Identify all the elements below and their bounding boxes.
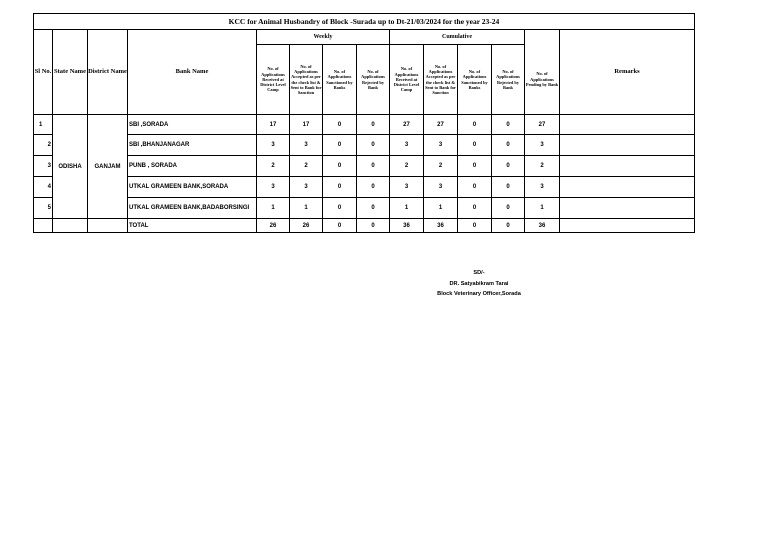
row-weekly-accepted: 3 <box>290 135 323 156</box>
row-cumulative-pending: 2 <box>525 156 560 177</box>
header-cumulative-received: No. of Applications Received at District Level Camp <box>390 45 424 115</box>
header-blank <box>525 30 560 45</box>
total-label: TOTAL <box>128 219 257 233</box>
header-remarks: Remarks <box>560 30 695 115</box>
total-row <box>34 219 695 233</box>
row-cumulative-rejected: 0 <box>492 177 525 198</box>
row-cumulative-received: 3 <box>390 177 424 198</box>
row-cumulative-rejected: 0 <box>492 115 525 135</box>
total-weekly-received: 26 <box>257 219 290 233</box>
total-state <box>53 219 88 233</box>
row-weekly-rejected: 0 <box>357 198 390 219</box>
row-cumulative-sanctioned: 0 <box>458 156 492 177</box>
row-cumulative-rejected: 0 <box>492 156 525 177</box>
table-row <box>34 156 695 177</box>
total-sl-no <box>34 219 53 233</box>
row-weekly-accepted: 1 <box>290 198 323 219</box>
total-district <box>88 219 128 233</box>
row-cumulative-sanctioned: 0 <box>458 135 492 156</box>
row-weekly-received: 1 <box>257 198 290 219</box>
row-weekly-received: 3 <box>257 135 290 156</box>
header-cumulative-pending: No. of Applications Pending by Bank <box>525 45 560 115</box>
row-cumulative-sanctioned: 0 <box>458 115 492 135</box>
row-bank-name: SBI ,SORADA <box>128 115 257 135</box>
row-cumulative-accepted: 2 <box>424 156 458 177</box>
row-cumulative-sanctioned: 0 <box>458 177 492 198</box>
row-cumulative-pending: 3 <box>525 177 560 198</box>
row-sl-no: 2 <box>34 135 53 156</box>
kcc-table <box>33 13 695 233</box>
total-weekly-rejected: 0 <box>357 219 390 233</box>
row-cumulative-received: 1 <box>390 198 424 219</box>
row-bank-name: UTKAL GRAMEEN BANK,BADABORSINGI <box>128 198 257 219</box>
total-cumulative-accepted: 36 <box>424 219 458 233</box>
row-remarks <box>560 198 695 219</box>
total-cumulative-rejected: 0 <box>492 219 525 233</box>
row-cumulative-sanctioned: 0 <box>458 198 492 219</box>
header-cumulative-accepted: No. of Applications Accepted as per the check list & Sent to Bank for Sanction <box>424 45 458 115</box>
header-cumulative-sanctioned: No. of Applications Sanctioned by Banks <box>458 45 492 115</box>
total-cumulative-sanctioned: 0 <box>458 219 492 233</box>
header-cumulative-rejected: No. of Applications Rejected by Bank <box>492 45 525 115</box>
row-weekly-rejected: 0 <box>357 156 390 177</box>
row-cumulative-accepted: 3 <box>424 135 458 156</box>
row-bank-name: UTKAL GRAMEEN BANK,SORADA <box>128 177 257 198</box>
row-cumulative-received: 2 <box>390 156 424 177</box>
header-sl-no: Sl No. <box>34 30 53 115</box>
report-sheet <box>33 13 695 233</box>
row-weekly-accepted: 3 <box>290 177 323 198</box>
district-cell: GANJAM <box>88 115 128 219</box>
row-bank-name: SBI ,BHANJANAGAR <box>128 135 257 156</box>
row-weekly-received: 17 <box>257 115 290 135</box>
row-weekly-sanctioned: 0 <box>323 177 357 198</box>
row-sl-no: 1 <box>34 115 53 135</box>
signature-name: DR. Satyabikram Tarai <box>449 280 509 287</box>
row-cumulative-pending: 3 <box>525 135 560 156</box>
total-cumulative-received: 36 <box>390 219 424 233</box>
row-remarks <box>560 135 695 156</box>
row-remarks <box>560 115 695 135</box>
signature-block <box>424 268 534 300</box>
header-weekly-accepted: No. of Applications Accepted as per the check list & Sent to Bank for Sanction <box>290 45 323 115</box>
header-state-name: State Name <box>53 30 88 115</box>
signature-designation: Block Veterinary Officer,Sorada <box>437 291 521 297</box>
header-weekly-sanctioned: No. of Applications Sanctioned by Banks <box>323 45 357 115</box>
row-bank-name: PUNB , SORADA <box>128 156 257 177</box>
row-cumulative-accepted: 1 <box>424 198 458 219</box>
row-weekly-accepted: 17 <box>290 115 323 135</box>
header-district-name: District Name <box>88 30 128 115</box>
state-cell: ODISHA <box>53 115 88 219</box>
table-row <box>34 135 695 156</box>
row-weekly-sanctioned: 0 <box>323 156 357 177</box>
row-cumulative-pending: 1 <box>525 198 560 219</box>
report-title: KCC for Animal Husbandry of Block -Surada up to Dt-21/03/2024 for the year 23-24 <box>34 14 695 30</box>
total-remarks <box>560 219 695 233</box>
row-cumulative-rejected: 0 <box>492 135 525 156</box>
row-cumulative-received: 3 <box>390 135 424 156</box>
header-group-cumulative: Cumulative <box>390 30 525 45</box>
signature-sd: SD/- <box>473 270 485 276</box>
row-cumulative-accepted: 27 <box>424 115 458 135</box>
row-cumulative-rejected: 0 <box>492 198 525 219</box>
row-weekly-accepted: 2 <box>290 156 323 177</box>
row-weekly-sanctioned: 0 <box>323 135 357 156</box>
table-row <box>34 198 695 219</box>
row-weekly-sanctioned: 0 <box>323 115 357 135</box>
row-cumulative-accepted: 3 <box>424 177 458 198</box>
header-bank-name: Bank Name <box>128 30 257 115</box>
row-weekly-received: 3 <box>257 177 290 198</box>
row-weekly-received: 2 <box>257 156 290 177</box>
row-weekly-rejected: 0 <box>357 177 390 198</box>
row-weekly-rejected: 0 <box>357 115 390 135</box>
row-sl-no: 5 <box>34 198 53 219</box>
row-sl-no: 4 <box>34 177 53 198</box>
row-weekly-sanctioned: 0 <box>323 198 357 219</box>
total-weekly-sanctioned: 0 <box>323 219 357 233</box>
total-cumulative-pending: 36 <box>525 219 560 233</box>
header-weekly-received: No. of Applications Received at District Level Camp <box>257 45 290 115</box>
table-row <box>34 115 695 135</box>
row-cumulative-received: 27 <box>390 115 424 135</box>
total-weekly-accepted: 26 <box>290 219 323 233</box>
header-group-weekly: Weekly <box>257 30 390 45</box>
header-weekly-rejected: No. of Applications Rejected by Bank <box>357 45 390 115</box>
table-row <box>34 177 695 198</box>
row-sl-no: 3 <box>34 156 53 177</box>
row-cumulative-pending: 27 <box>525 115 560 135</box>
row-weekly-rejected: 0 <box>357 135 390 156</box>
row-remarks <box>560 156 695 177</box>
row-remarks <box>560 177 695 198</box>
